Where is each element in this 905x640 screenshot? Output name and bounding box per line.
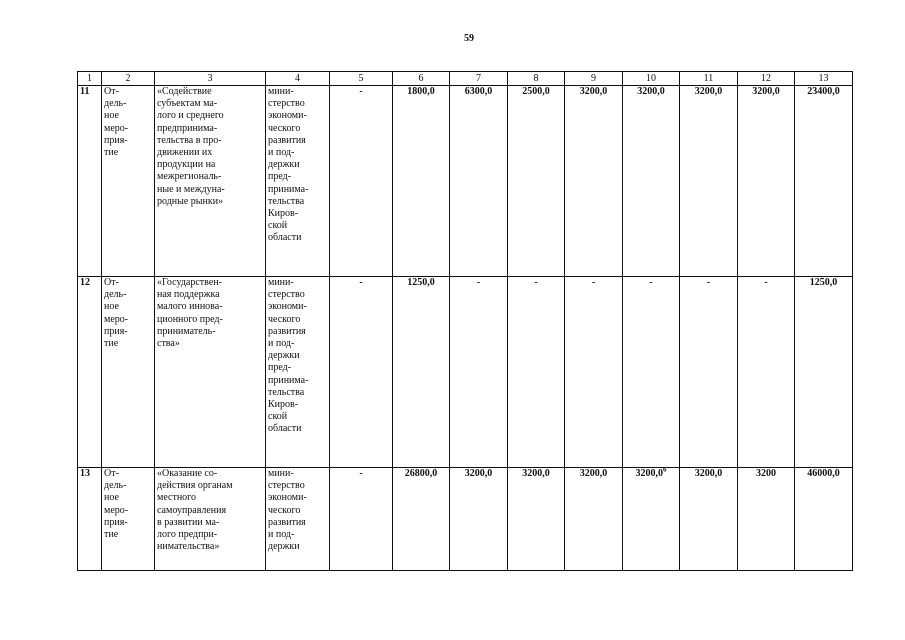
value-cell: 3200,0 [680,468,738,571]
column-number-header: 13 [795,72,853,86]
measure-name-text: «Содействие субъектам ма- лого и среднего предпринима- тельства в про- движении их продукции на межрегиональ- ные и междуна- родные рынки» [157,86,225,207]
column-number-header: 5 [330,72,393,86]
value-text: 3200,0 [635,468,663,479]
row-number: 13 [78,468,102,571]
value-cell: 6300,0 [450,86,508,277]
column-number-header: 2 [102,72,155,86]
value-cell: - [450,277,508,468]
row-number: 12 [78,277,102,468]
value-cell: 3200,0 [680,86,738,277]
column-number-header: 9 [565,72,623,86]
value-cell: 3200,0 [738,86,795,277]
page-number: 59 [464,33,474,44]
value-cell: - [738,277,795,468]
value-cell: 3200 [738,468,795,571]
column-5-cell: - [330,277,393,468]
measure-type-text: От- дель- ное меро- прия- тие [104,468,129,541]
measure-type-cell [102,468,155,571]
value-cell: 3200,0 [565,468,623,571]
column-number-header: 1 [78,72,102,86]
value-cell: 26800,0 [393,468,450,571]
column-number-header: 10 [623,72,680,86]
executor-cell [266,86,330,277]
value-cell: - [565,277,623,468]
measure-name-text: «Оказание со- действия органам местного самоуправления в развитии ма- лого предпри- нимательства» [157,468,233,553]
measure-type-text: От- дель- ное меро- прия- тие [104,277,129,350]
value-cell: 2500,0 [508,86,565,277]
executor-text: мини- стерство экономи- ческого развития и под- держки пред- принима- тельства Киров- ской области [268,277,309,435]
footnote-marker: 6 [663,467,667,474]
column-number-header: 11 [680,72,738,86]
value-cell: - [623,277,680,468]
executor-cell [266,468,330,571]
value-cell: 3200,0 [508,468,565,571]
measure-type-cell [102,86,155,277]
column-number-row [78,72,853,86]
value-cell: 3200,0 [565,86,623,277]
column-number-header: 7 [450,72,508,86]
measure-name-cell [155,277,266,468]
total-cell: 46000,0 [795,468,853,571]
program-table [77,71,853,571]
table-row [78,277,853,468]
column-number-header: 12 [738,72,795,86]
column-number-header: 8 [508,72,565,86]
measure-name-cell [155,86,266,277]
executor-cell [266,277,330,468]
executor-text: мини- стерство экономи- ческого развития и под- держки пред- принима- тельства Киров- ской области [268,86,309,244]
value-cell: 1800,0 [393,86,450,277]
row-number: 11 [78,86,102,277]
value-cell: 1250,0 [393,277,450,468]
column-5-cell: - [330,86,393,277]
measure-name-text: «Государствен- ная поддержка малого иннова- ционного пред- приниматель- ства» [157,277,223,350]
executor-text: мини- стерство экономи- ческого развития и под- держки [268,468,307,553]
value-cell: - [508,277,565,468]
table-row [78,86,853,277]
table-row [78,468,853,571]
total-cell: 1250,0 [795,277,853,468]
value-cell: 3200,0 [623,86,680,277]
value-cell: - [680,277,738,468]
column-number-header: 3 [155,72,266,86]
column-number-header: 4 [266,72,330,86]
value-cell [623,468,680,571]
measure-type-cell [102,277,155,468]
measure-name-cell [155,468,266,571]
column-number-header: 6 [393,72,450,86]
value-cell: 3200,0 [450,468,508,571]
measure-type-text: От- дель- ное меро- прия- тие [104,86,129,159]
column-5-cell: - [330,468,393,571]
total-cell: 23400,0 [795,86,853,277]
